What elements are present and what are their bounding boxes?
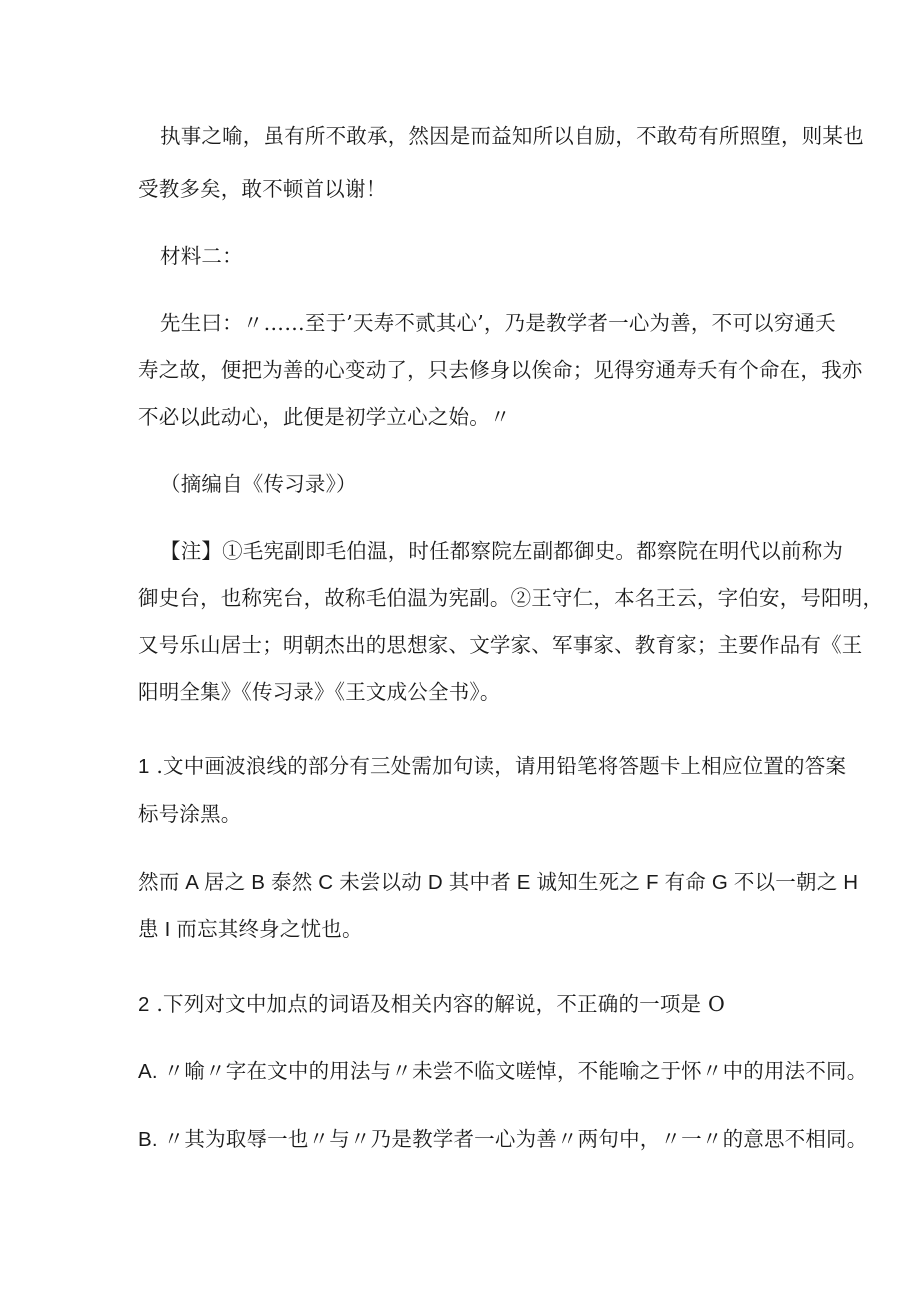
question-2-stem: .下列对文中加点的词语及相关内容的解说，不正确的一项是 O: [156, 992, 725, 1016]
note-line-3: 又号乐山居士；明朝杰出的思想家、文学家、军事家、教育家；主要作品有《王: [138, 633, 863, 657]
paragraph-2-line-1: 先生曰：〃……至于’天寿不贰其心’，乃是教学者一心为善，不可以穷通夭: [160, 311, 836, 335]
note-line-2: 御史台，也称宪台，故称毛伯温为宪副。②王守仁，本名王云，字伯安，号阳明，: [138, 586, 884, 610]
question-1-line-2: 标号涂黑。: [138, 802, 242, 826]
question-1-text-line-1: 然而 A 居之 B 泰然 C 未尝以动 D 其中者 E 诚知生死之 F 有命 G 不以一朝之 H: [138, 871, 859, 894]
question-2-line: [138, 990, 725, 1019]
question-1-text-line-2: 患 I 而忘其终身之忧也。: [138, 918, 363, 941]
question-2-option-a: A. 〃喻〃字在文中的用法与〃未尝不临文嗟悼，不能喻之于怀〃中的用法不同。: [138, 1060, 868, 1083]
question-1-line-1: [138, 752, 846, 781]
question-1-stem: .文中画波浪线的部分有三处需加句读，请用铅笔将答题卡上相应位置的答案: [156, 754, 847, 778]
source-citation: （摘编自《传习录》）: [160, 472, 357, 496]
paragraph-2-line-2: 寿之故，便把为善的心变动了，只去修身以俟命；见得穷通寿夭有个命在，我亦: [138, 358, 863, 382]
paragraph-2-line-3: 不必以此动心，此便是初学立心之始。〃: [138, 405, 511, 429]
note-line-4: 阳明全集》《传习录》《王文成公全书》。: [138, 680, 501, 704]
material-2-heading: 材料二：: [160, 244, 243, 268]
question-1-number: 1: [138, 755, 150, 778]
question-2-number: 2: [138, 993, 150, 1016]
paragraph-1-line-2: 受教多矣，敢不顿首以谢！: [138, 177, 387, 201]
paragraph-1-line-1: 执事之喻，虽有所不敢承，然因是而益知所以自励，不敢苟有所照堕，则某也: [160, 124, 864, 148]
question-2-option-b: B. 〃其为取辱一也〃与〃乃是教学者一心为善〃两句中，〃一〃的意思不相同。: [138, 1128, 868, 1151]
note-line-1: 【注】①毛宪副即毛伯温，时任都察院左副都御史。都察院在明代以前称为: [160, 539, 844, 563]
